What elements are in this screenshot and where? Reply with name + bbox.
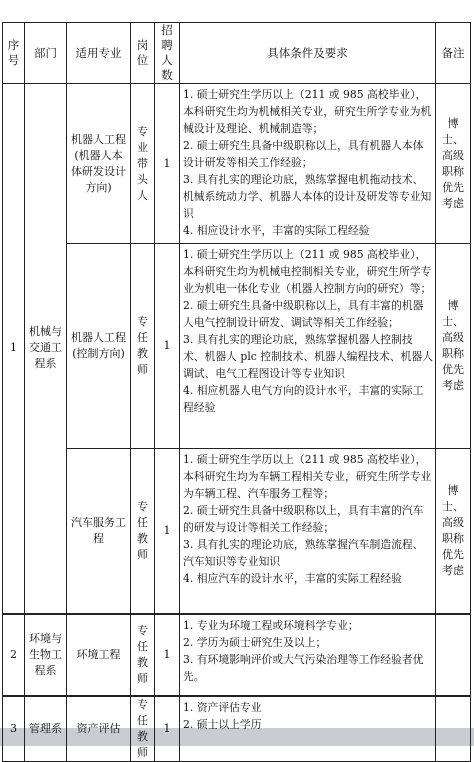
requirement-line: 1. 硕士研究生学历以上（211 或 985 高校毕业），本科研究生均为车辆工程相关专业，研究生所学专业为车辆工程、汽车服务工程等； (183, 453, 432, 500)
major-cell: 资产评估 (67, 696, 131, 762)
remarks-cell: 博士、高级职称优先考虑 (436, 449, 471, 614)
major-cell: 机器人工程(机器人本体研发设计方向) (67, 84, 131, 244)
table-row (3, 244, 471, 449)
requirement-line: 2. 硕士以上学历 (183, 717, 262, 731)
requirement-line: 1. 硕士研究生学历以上（211 或 985 高校毕业），本科研究生均为机械电控制相关专业，研究生所学专业为机电一体化专业（机器人控制方向的研究）等； (183, 248, 432, 295)
position-cell: 专任教师 (131, 614, 155, 696)
table-row (3, 696, 471, 762)
requirements-cell (180, 696, 436, 762)
remarks-cell: 博士、高级职称优先考虑 (436, 84, 471, 244)
requirement-line: 1. 专业为环境工程或环境科学专业； (183, 618, 359, 632)
requirement-line: 4. 相应设计水平，丰富的实际工程经验 (183, 224, 370, 237)
header-major: 适用专业 (67, 23, 131, 84)
requirement-line: 2. 硕士研究生具备中级职称以上，具有丰富的机器人电气控制设计研发、调试等相关工作经验； (183, 299, 424, 329)
requirement-line: 1. 硕士研究生学历以上（211 或 985 高校毕业），本科研究生均为机械相关专业，研究生所学专业为机械设计及理论、机械制造等； (183, 88, 432, 135)
major-cell: 汽车服务工程 (67, 449, 131, 614)
count-cell: 1 (155, 244, 180, 449)
position-cell: 专任教师 (131, 449, 155, 614)
remarks-cell: 博士、高级职称优先考虑 (436, 244, 471, 449)
requirement-line: 3. 具有扎实的理论功底，熟练掌握汽车制造流程、汽车知识等专业知识 (183, 538, 424, 568)
seq-cell: 1 (3, 84, 25, 614)
requirement-line: 3. 有环境影响评价或大气污染治理等工作经验者优先。 (183, 652, 424, 683)
remarks-cell (436, 614, 471, 696)
dept-cell: 机械与交通工程系 (25, 84, 67, 614)
remarks-cell (436, 696, 471, 762)
header-row (3, 23, 471, 84)
major-cell: 机器人工程(控制方向) (67, 244, 131, 449)
requirement-line: 2. 硕士研究生具备中级职称以上，具有机器人本体设计研发等相关工作经验； (183, 139, 424, 169)
requirement-line: 3. 具有扎实的理论功底，熟练掌握机器人控制技术、机器人 plc 控制技术、机器人编程技术、机器人调试、电气工程图设计等专业知识 (183, 333, 434, 380)
count-cell: 1 (155, 449, 180, 614)
table-row (3, 84, 471, 244)
requirement-line: 2. 硕士研究生具备中级职称以上，具有丰富的汽车的研发与设计等相关工作经验； (183, 504, 424, 534)
header-seq: 序号 (3, 23, 25, 84)
header-requirements: 具体条件及要求 (180, 23, 436, 84)
requirement-line: 4. 相应汽车的设计水平，丰富的实际工程经验 (183, 572, 402, 585)
header-count: 招聘人数 (155, 23, 180, 84)
count-cell: 1 (155, 614, 180, 696)
requirements-cell (180, 244, 436, 449)
requirements-cell (180, 449, 436, 614)
header-position: 岗位 (131, 23, 155, 84)
dept-cell: 管理系 (25, 696, 67, 762)
requirement-line: 2. 学历为硕士研究生及以上； (183, 635, 327, 649)
seq-cell: 2 (3, 614, 25, 696)
header-remarks: 备注 (436, 23, 471, 84)
recruitment-table (2, 22, 471, 762)
requirements-cell (180, 84, 436, 244)
dept-cell: 环境与生物工程系 (25, 614, 67, 696)
major-cell: 环境工程 (67, 614, 131, 696)
table-row (3, 449, 471, 614)
requirement-line: 4. 相应机器人电气方向的设计水平，丰富的实际工程经验 (183, 384, 424, 414)
count-cell: 1 (155, 84, 180, 244)
header-dept: 部门 (25, 23, 67, 84)
position-cell: 专任教师 (131, 244, 155, 449)
position-cell: 专任教师 (131, 696, 155, 762)
table-row (3, 614, 471, 696)
requirements-cell (180, 614, 436, 696)
position-cell: 专业带头人 (131, 84, 155, 244)
requirement-line: 1. 资产评估专业 (183, 700, 262, 714)
count-cell: 1 (155, 696, 180, 762)
seq-cell: 3 (3, 696, 25, 762)
requirement-line: 3. 具有扎实的理论功底，熟练掌握电机拖动技术、机械系统动力学、机器人本体的设计及研发等专业知识 (183, 173, 432, 220)
